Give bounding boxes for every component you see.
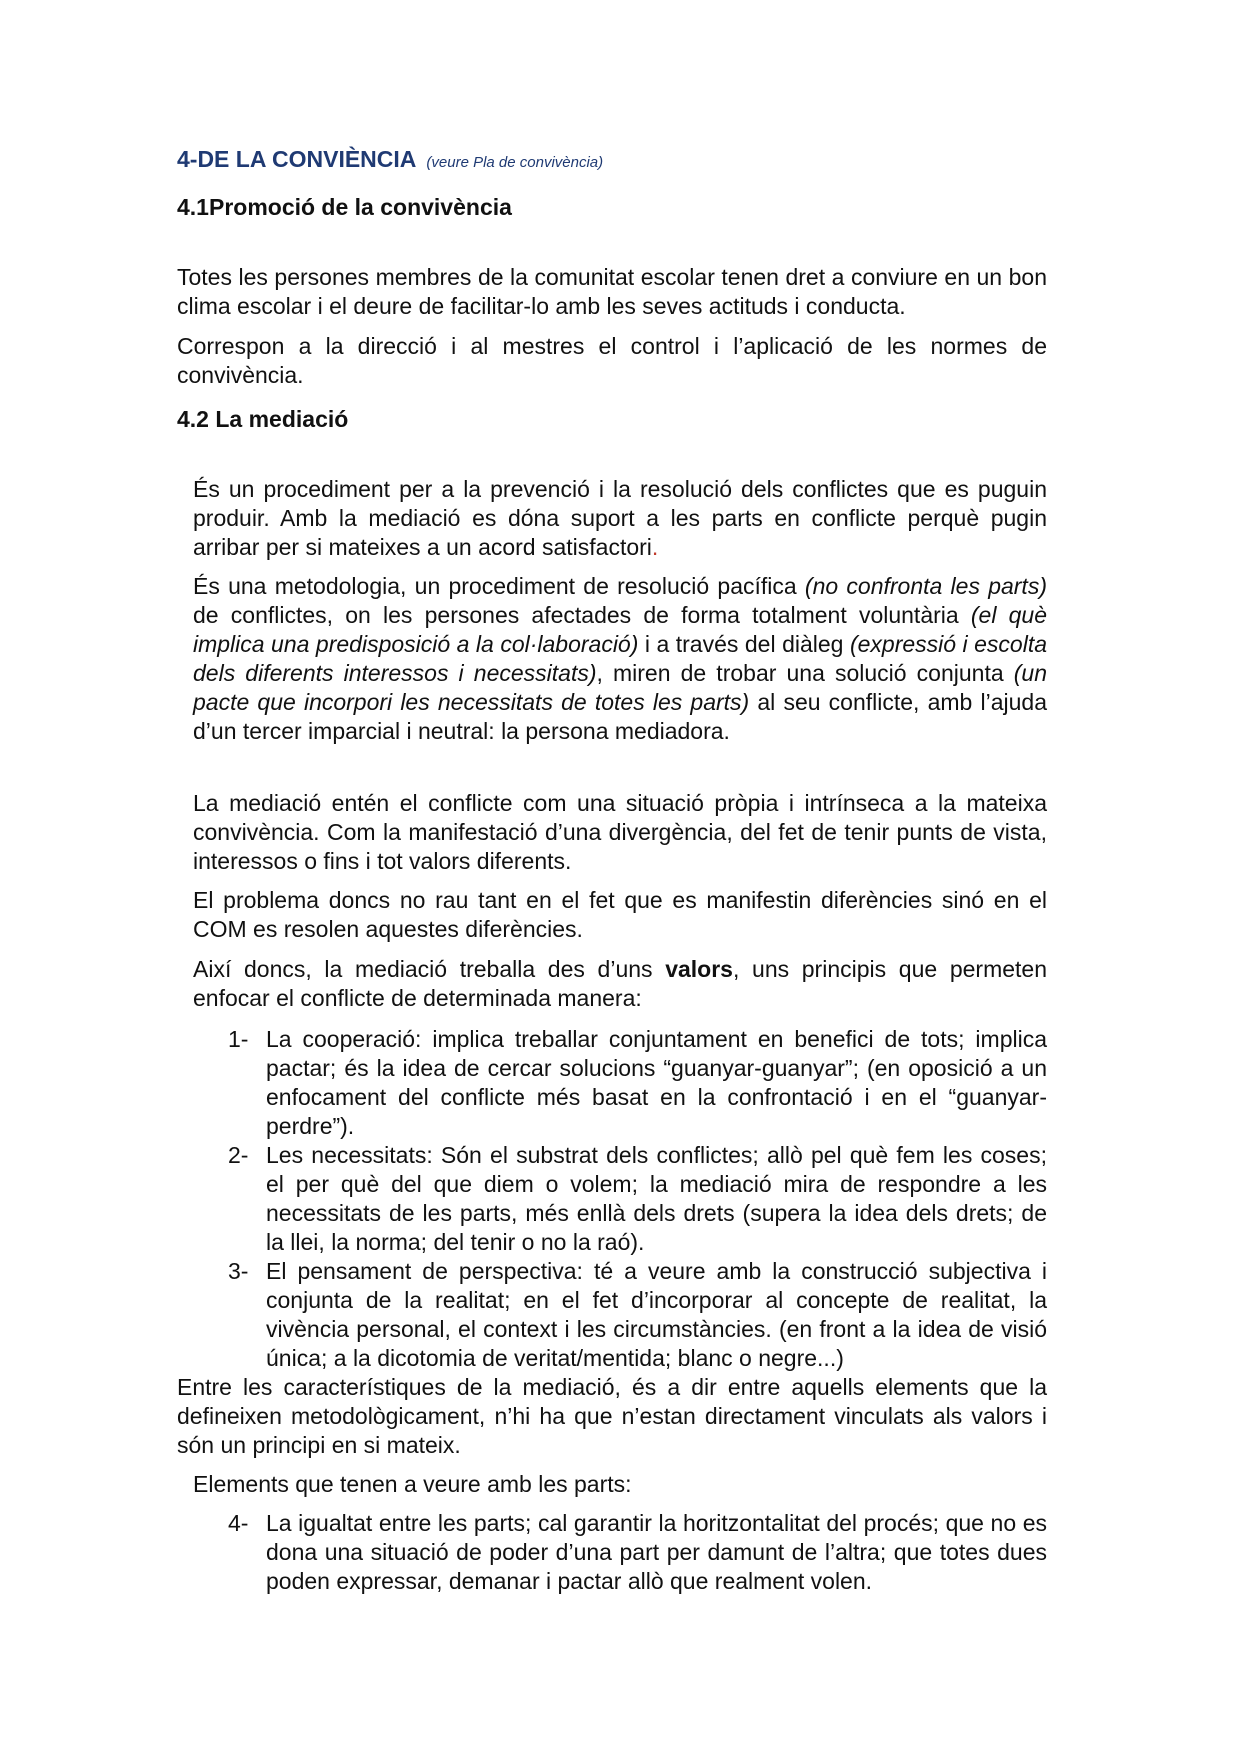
section-title-promocio: 4.1Promoció de la convivència xyxy=(177,194,512,220)
p2-italic-3: (expressió i escolta dels diferents interessos i necessitats) xyxy=(193,631,1048,686)
paragraph-mediacio-4: El problema doncs no rau tant en el fet que es manifestin diferències sinó en el COM es resolen aquestes diferències. xyxy=(193,887,1047,942)
list-item-text: La cooperació: implica treballar conjuntament en benefici de tots; implica pactar; és la idea de cercar solucions “guanyar-guanyar”; (en oposició a un enfocament del conflicte més basat en la confrontació i en el “guanyar-perdre”). xyxy=(266,1026,1047,1139)
paragraph-mediacio-3: La mediació entén el conflicte com una situació pròpia i intrínseca a la mateixa convivència. Com la manifestació d’una divergència, del fet de tenir punts de vista, interessos o fins i tot valors diferents. xyxy=(193,790,1047,874)
list-item-number: 3- xyxy=(228,1258,249,1284)
paragraph-promocio-2: Correspon a la direcció i al mestres el control i l’aplicació de les normes de convivència. xyxy=(177,333,1047,388)
list-item-text: La igualtat entre les parts; cal garantir la horitzontalitat del procés; que no es dona una situació de poder d’una part per damunt de l’altra; que totes dues poden expressar, demanar i pactar allò que realment volen. xyxy=(266,1510,1047,1594)
chapter-title: 4-DE LA CONVIÈNCIA xyxy=(177,146,417,172)
list-item-text: El pensament de perspectiva: té a veure amb la construcció subjectiva i conjunta de la realitat; en el fet d’incorporar al concepte de realitat, la vivència personal, el context i les circumstàncies. (en front a la idea de visió única; a la dicotomia de veritat/mentida; blanc o negre...) xyxy=(266,1258,1047,1371)
p2-italic-1: (no confronta les parts) xyxy=(804,573,1047,599)
p2-italic-2: (el què implica una predisposició a la col·laboració) xyxy=(193,602,1048,657)
paragraph-mediacio-1 xyxy=(193,475,1047,562)
list-item-number: 1- xyxy=(228,1026,249,1052)
p5-bold-valors: valors xyxy=(665,956,733,982)
chapter-heading xyxy=(177,146,603,173)
list-item xyxy=(228,1509,1047,1596)
paragraph-mediacio-2 xyxy=(193,572,1047,746)
paragraph-promocio-1: Totes les persones membres de la comunitat escolar tenen dret a conviure en un bon clima escolar i el deure de facilitar-lo amb les seves actituds i conducta. xyxy=(177,264,1047,319)
p5-text-1: Així doncs, la mediació treballa des d’uns xyxy=(193,956,666,982)
p5-text-2: , uns principis que permeten enfocar el conflicte de determinada manera: xyxy=(193,956,1047,1011)
list-item-number: 4- xyxy=(228,1510,249,1536)
paragraph-elements-parts: Elements que tenen a veure amb les parts: xyxy=(193,1471,632,1497)
p2-text-4: , miren de trobar una solució conjunta xyxy=(596,660,1014,686)
p2-text-1: És una metodologia, un procediment de resolució pacífica xyxy=(193,573,805,599)
chapter-note: (veure Pla de convivència) xyxy=(426,154,604,171)
p2-italic-4: (un pacte que incorpori les necessitats de totes les parts) xyxy=(193,660,1047,715)
paragraph-caracteristiques: Entre les característiques de la mediació, és a dir entre aquells elements que la defineixen metodològicament, n’hi ha que n’estan directament vinculats als valors i són un principi en si mateix. xyxy=(177,1374,1047,1458)
list-item-text: Les necessitats: Són el substrat dels conflictes; allò pel què fem les coses; el per què del que diem o volem; la mediació mira de respondre a les necessitats de les parts, més enllà dels drets (supera la idea dels drets; de la llei, la norma; del tenir o no la raó). xyxy=(266,1142,1047,1255)
section-title-mediacio: 4.2 La mediació xyxy=(177,406,349,432)
p2-text-2: de conflictes, on les persones afectades de forma totalment voluntària xyxy=(193,602,971,628)
list-item xyxy=(228,1257,1047,1373)
list-item xyxy=(228,1141,1047,1257)
paragraph-mediacio-1-end: . xyxy=(651,534,659,560)
paragraph-mediacio-1-text: És un procediment per a la prevenció i la resolució dels conflictes que es puguin produir. Amb la mediació es dóna suport a les parts en conflicte perquè pugin arribar per si mateixes a un acord satisfactori xyxy=(193,476,1047,560)
list-item-number: 2- xyxy=(228,1142,249,1168)
p2-text-3: i a través del diàleg xyxy=(638,631,850,657)
list-item xyxy=(228,1025,1047,1141)
paragraph-mediacio-5 xyxy=(193,955,1047,1013)
p2-text-5: al seu conflicte, amb l’ajuda d’un tercer imparcial i neutral: la persona mediadora. xyxy=(193,689,1048,744)
